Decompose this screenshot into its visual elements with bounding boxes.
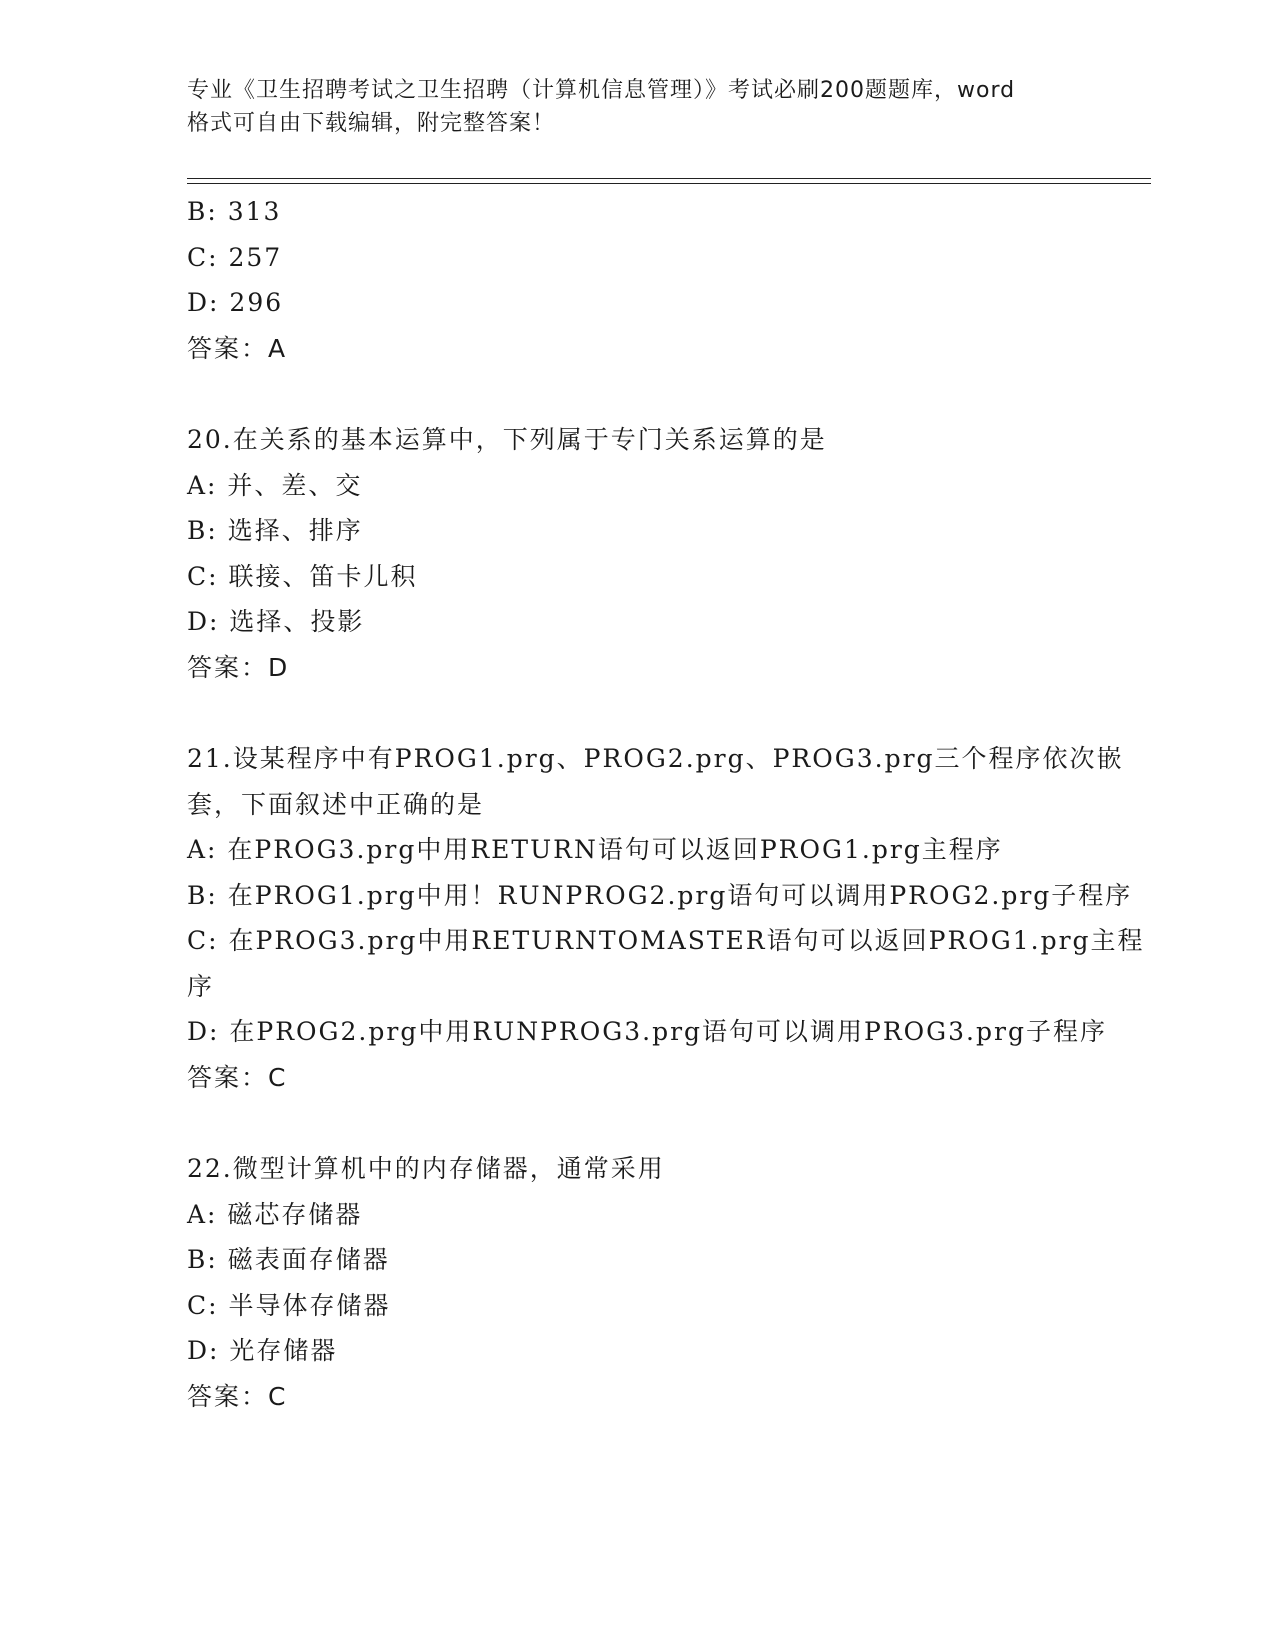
header-divider-bottom xyxy=(187,183,1151,184)
option-a: A: 在PROG3.prg中用RETURN语句可以返回PROG1.prg主程序 xyxy=(187,835,1003,864)
answer: 答案：D xyxy=(187,652,290,682)
option-c: C: 257 xyxy=(187,242,283,272)
question-content xyxy=(187,189,1145,1419)
header-line-2: 格式可自由下载编辑，附完整答案！ xyxy=(187,111,556,136)
question-stem: 22.微型计算机中的内存储器，通常采用 xyxy=(187,1154,665,1183)
option-c-line-2: 序 xyxy=(187,971,215,1001)
page-header xyxy=(187,74,1087,140)
question-22 xyxy=(187,1146,1087,1419)
option-b: B: 313 xyxy=(187,197,282,226)
option-d: D: 在PROG2.prg中用RUNPROG3.prg语句可以调用PROG3.prg子程序 xyxy=(187,1017,1107,1046)
question-21 xyxy=(187,736,1145,1100)
question-20 xyxy=(187,417,1087,690)
answer: 答案：C xyxy=(187,1062,288,1092)
option-b: B: 在PROG1.prg中用！RUNPROG2.prg语句可以调用PROG2.prg子程序 xyxy=(187,880,1133,910)
answer: 答案：A xyxy=(187,333,288,363)
option-a: A: 并、差、交 xyxy=(187,470,363,500)
question-stem-line-2: 套，下面叙述中正确的是 xyxy=(187,789,485,819)
spacer xyxy=(187,371,1087,417)
spacer xyxy=(187,1100,1087,1146)
option-a: A: 磁芯存储器 xyxy=(187,1199,363,1229)
option-c-line-1: C: 在PROG3.prg中用RETURNTOMASTER语句可以返回PROG1.prg主程 xyxy=(187,926,1145,955)
question-stem-line-1: 21.设某程序中有PROG1.prg、PROG2.prg、PROG3.prg三个程序依次嵌 xyxy=(187,744,1124,773)
option-d: D: 296 xyxy=(187,288,284,317)
spacer xyxy=(187,690,1087,736)
option-b: B: 磁表面存储器 xyxy=(187,1245,390,1274)
header-divider-top xyxy=(187,178,1151,179)
option-c: C: 联接、笛卡儿积 xyxy=(187,561,418,591)
option-d: D: 光存储器 xyxy=(187,1336,338,1365)
option-d: D: 选择、投影 xyxy=(187,607,365,636)
option-c: C: 半导体存储器 xyxy=(187,1290,391,1320)
question-19-tail xyxy=(187,189,1087,371)
header-line-1: 专业《卫生招聘考试之卫生招聘（计算机信息管理）》考试必刷200题题库，word xyxy=(187,78,1016,103)
answer: 答案：C xyxy=(187,1381,288,1411)
option-b: B: 选择、排序 xyxy=(187,516,363,545)
question-stem: 20.在关系的基本运算中，下列属于专门关系运算的是 xyxy=(187,425,827,454)
